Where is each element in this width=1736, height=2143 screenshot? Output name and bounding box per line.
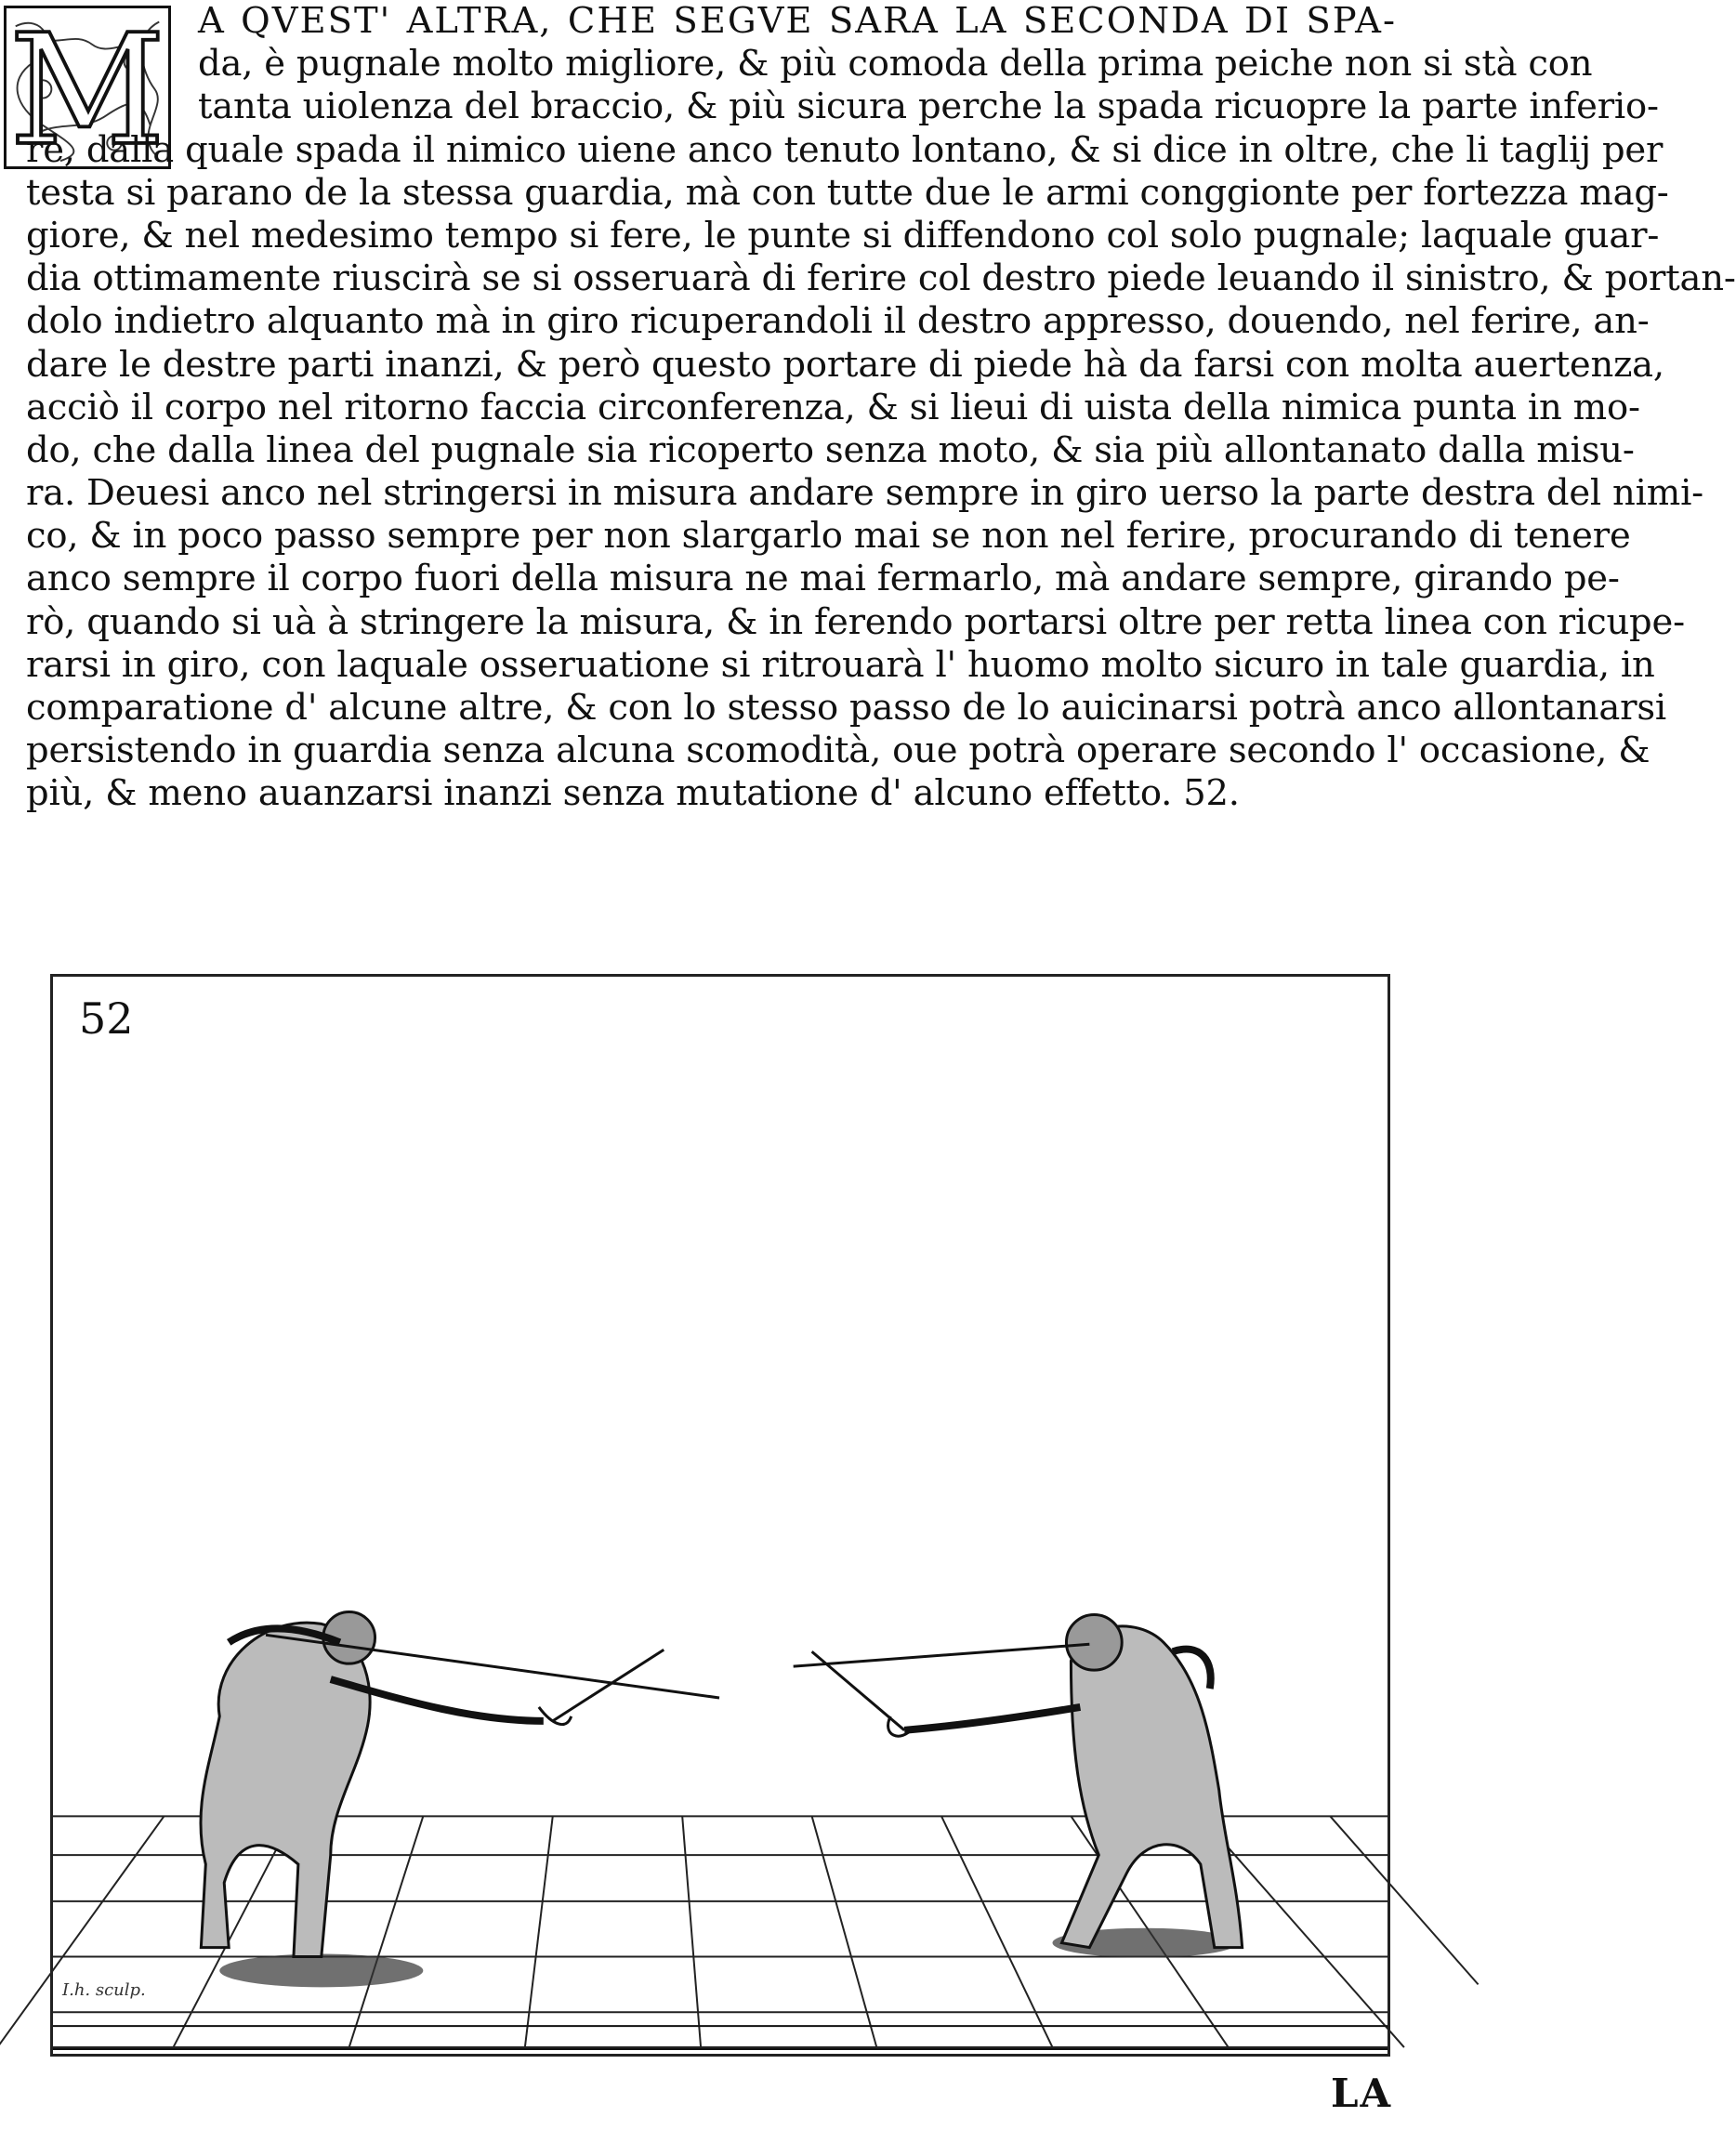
initial-letter: M [8,1,166,179]
text-line: testa si parano de la stessa guardia, mà con tutte due le armi conggionte per fortezza mag- [26,171,1669,214]
engraver-signature: I.h. sculp. [62,1980,146,2000]
text-line: anco sempre il corpo fuori della misura ne mai fermarlo, mà andare sempre, girando pe- [26,558,1620,600]
text-line: ra. Deuesi anco nel stringersi in misura andare sempre in giro uerso la parte destra del nimi- [26,472,1703,515]
text-line: do, che dalla linea del pugnale sia ricoperto senza moto, & sia più allontanato dalla misu- [26,428,1635,471]
text-line: da, è pugnale molto migliore, & più comoda della prima peiche non si stà con [198,43,1593,85]
text-line: rarsi in giro, con laquale osseruatione si ritrouarà l' huomo molto sicuro in tale guardia, in [26,643,1655,686]
fencing-scene [53,977,1387,2054]
text-line: A QVEST' ALTRA, CHE SEGVE SARA LA SECONDA DI SPA- [198,0,1397,42]
text-line: co, & in poco passo sempre per non slargarlo mai se non nel ferire, procurando di tenere [26,515,1631,558]
hatched-border [53,2026,1387,2049]
fencer-left [201,1611,544,1956]
text-line: comparatione d' alcune altre, & con lo stesso passo de lo auicinarsi potrà anco allontanarsi [26,687,1667,729]
text-line: più, & meno auanzarsi inanzi senza mutatione d' alcuno effetto. 52. [26,772,1240,815]
text-line: dolo indietro alquanto mà in giro ricuperandoli il destro appresso, douendo, nel ferire, an- [26,300,1650,343]
paragraph [26,0,1736,816]
text-line: giore, & nel medesimo tempo si fere, le punte si diffendono col solo pugnale; laquale guar- [26,214,1660,256]
plate-number: 52 [79,993,134,1044]
shadow-left [219,1954,423,1988]
body-text [26,0,1736,816]
engraving-plate [50,974,1390,2057]
text-line: acciò il corpo nel ritorno faccia circonferenza, & si lieui di uista della nimica punta in mo- [26,386,1640,428]
text-line: dia ottimamente riuscirà se si osseruarà di ferire col destro piede leuando il sinistro, & portan- [26,257,1736,300]
text-line: re, dalla quale spada il nimico uiene anco tenuto lontano, & si dice in oltre, che li taglij per [26,128,1664,171]
fencer-right [904,1614,1242,1947]
catchword: LA [1331,2071,1393,2116]
text-line: rò, quando si uà à stringere la misura, & in ferendo portarsi oltre per retta linea con ricupe- [26,600,1685,643]
weapons-right [794,1644,1090,1736]
text-line: tanta uiolenza del braccio, & più sicura perche la spada ricuopre la parte inferio- [198,85,1659,128]
text-line: dare le destre parti inanzi, & però questo portare di piede hà da farsi con molta auertenza, [26,343,1664,386]
text-line: persistendo in guardia senza alcuna scomodità, oue potrà operare secondo l' occasione, & [26,730,1651,772]
